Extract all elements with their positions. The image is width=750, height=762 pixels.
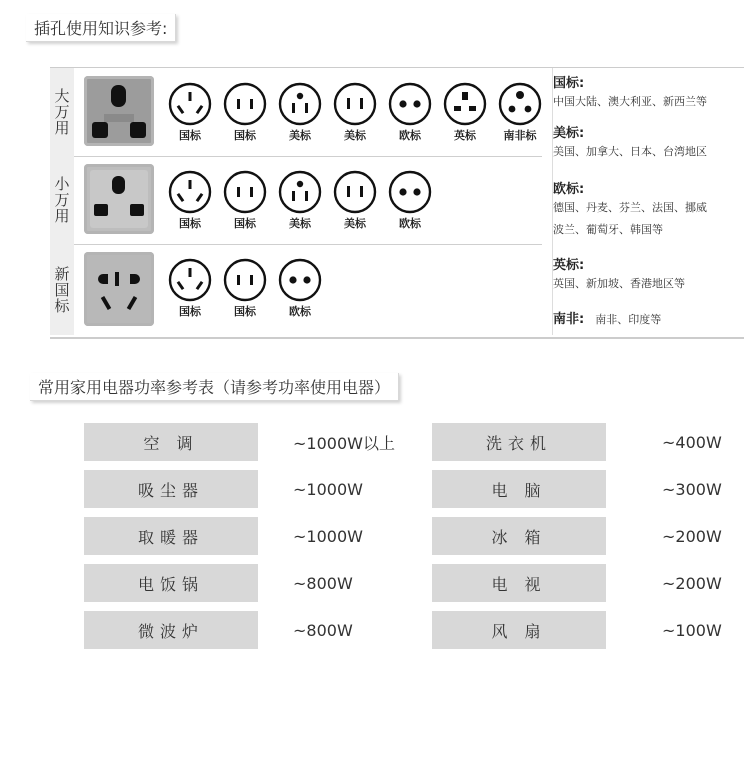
plug-uk-icon — [440, 82, 490, 126]
plug-type-cn3 — [165, 82, 215, 143]
plug-eu-icon — [385, 170, 435, 214]
plug-type-cn2 — [220, 258, 270, 319]
note-text: 德国、丹麦、芬兰、法国、挪威 — [553, 201, 707, 214]
plug-standard-label: 国标 — [234, 129, 256, 142]
appliance-name: 吸尘器 — [84, 470, 258, 508]
note-za — [553, 308, 661, 331]
plug-us2-icon — [330, 82, 380, 126]
appliance-name: 电 视 — [432, 564, 606, 602]
plug-standard-label: 美标 — [344, 217, 366, 230]
appliance-name: 冰 箱 — [432, 517, 606, 555]
plug-type-us2 — [330, 82, 380, 143]
plug-us3-icon — [275, 82, 325, 126]
new-national-socket-image — [84, 252, 154, 326]
plug-cn2-icon — [220, 170, 270, 214]
plug-standard-label: 欧标 — [399, 217, 421, 230]
plug-type-eu — [385, 170, 435, 231]
plug-type-us3 — [275, 170, 325, 231]
appliance-name: 微波炉 — [84, 611, 258, 649]
row-small-universal — [50, 156, 542, 245]
note-uk — [553, 254, 685, 295]
note-heading: 美标: — [553, 126, 585, 141]
plug-standard-label: 国标 — [179, 217, 201, 230]
standards-notes — [552, 68, 743, 335]
plug-standard-label: 欧标 — [289, 305, 311, 318]
section-title-power: 常用家用电器功率参考表（请参考功率使用电器） — [30, 373, 399, 401]
plug-us3-icon — [275, 170, 325, 214]
plug-type-us2 — [330, 170, 380, 231]
note-text: 中国大陆、澳大利亚、新西兰等 — [553, 95, 707, 108]
plug-standard-label: 英标 — [454, 129, 476, 142]
note-cn — [553, 72, 707, 113]
appliance-power: ~1000W — [293, 479, 363, 499]
row-large-universal — [50, 68, 542, 157]
appliance-power: ~200W — [662, 573, 722, 593]
appliance-name: 电 脑 — [432, 470, 606, 508]
appliance-name: 空 调 — [84, 423, 258, 461]
appliance-name: 风 扇 — [432, 611, 606, 649]
plug-type-cn2 — [220, 82, 270, 143]
plug-type-uk — [440, 82, 490, 143]
note-text: 美国、加拿大、日本、台湾地区 — [553, 145, 707, 158]
plug-cn2-icon — [220, 82, 270, 126]
small-universal-socket-image — [84, 164, 154, 234]
row-new-national — [50, 244, 542, 335]
plug-reference-panel — [50, 67, 744, 339]
note-text: 南非、印度等 — [595, 313, 662, 326]
note-text: 英国、新加坡、香港地区等 — [553, 277, 685, 290]
appliance-power: ~1000W — [293, 526, 363, 546]
plug-type-us3 — [275, 82, 325, 143]
plug-eu-icon — [385, 82, 435, 126]
plug-type-cn2 — [220, 170, 270, 231]
plug-cn3-icon — [165, 82, 215, 126]
note-heading: 欧标: — [553, 182, 585, 197]
appliance-power: ~1000W以上 — [293, 433, 395, 453]
note-eu — [553, 178, 707, 241]
row-label: 大万用 — [50, 68, 74, 156]
plug-cn3-icon — [165, 258, 215, 302]
row-label: 小万用 — [50, 156, 74, 244]
plug-type-eu — [385, 82, 435, 143]
plug-standard-label: 美标 — [289, 217, 311, 230]
plug-standard-label: 国标 — [234, 305, 256, 318]
appliance-power: ~800W — [293, 620, 353, 640]
appliance-power: ~800W — [293, 573, 353, 593]
appliance-name: 洗衣机 — [432, 423, 606, 461]
row-label: 新国标 — [50, 244, 74, 335]
plug-standard-label: 南非标 — [503, 129, 537, 142]
appliance-name: 电饭锅 — [84, 564, 258, 602]
appliance-power: ~100W — [662, 620, 722, 640]
appliance-power: ~200W — [662, 526, 722, 546]
plug-eu-icon — [275, 258, 325, 302]
note-text: 波兰、葡萄牙、韩国等 — [553, 223, 663, 236]
note-heading: 英标: — [553, 258, 585, 273]
plug-cn2-icon — [220, 258, 270, 302]
large-universal-socket-image — [84, 76, 154, 146]
note-us — [553, 122, 707, 163]
plug-type-cn3 — [165, 170, 215, 231]
plug-us2-icon — [330, 170, 380, 214]
plug-standard-label: 欧标 — [399, 129, 421, 142]
note-heading: 国标: — [553, 76, 585, 91]
plug-type-za — [495, 82, 545, 143]
appliance-power: ~400W — [662, 432, 722, 452]
appliance-power: ~300W — [662, 479, 722, 499]
plug-standard-label: 国标 — [234, 217, 256, 230]
plug-za-icon — [495, 82, 545, 126]
plug-standard-label: 美标 — [289, 129, 311, 142]
appliance-name: 取暖器 — [84, 517, 258, 555]
plug-standard-label: 美标 — [344, 129, 366, 142]
plug-type-eu — [275, 258, 325, 319]
note-heading: 南非: — [553, 312, 585, 327]
plug-type-cn3 — [165, 258, 215, 319]
plug-standard-label: 国标 — [179, 305, 201, 318]
section-title-plug: 插孔使用知识参考: — [26, 14, 176, 42]
plug-cn3-icon — [165, 170, 215, 214]
plug-standard-label: 国标 — [179, 129, 201, 142]
